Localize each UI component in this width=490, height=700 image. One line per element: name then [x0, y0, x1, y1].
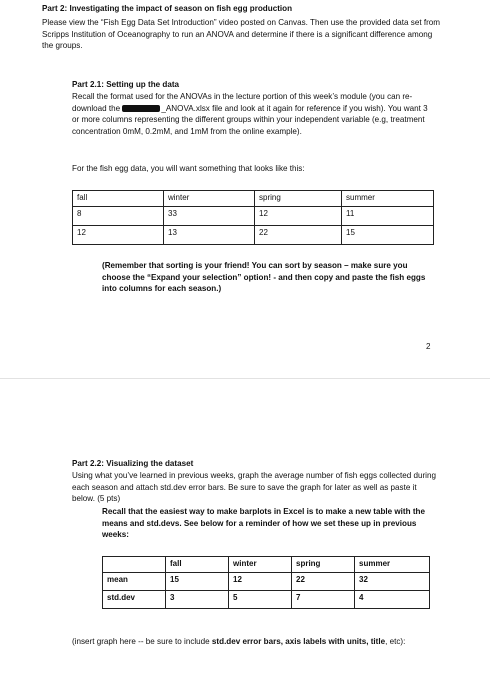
insert-graph-instruction [72, 636, 437, 648]
table-header-cell [103, 557, 166, 573]
summary-stats-table [102, 556, 430, 609]
insert-bold: std.dev error bars, axis labels with units, title [211, 637, 386, 646]
table-cell: 22 [292, 573, 355, 591]
season-data-table [72, 190, 434, 245]
table-cell: 12 [255, 207, 342, 226]
part21-lead: For the fish egg data, you will want something that looks like this: [72, 164, 305, 173]
table-header-cell: fall [166, 557, 229, 573]
table-row [103, 573, 430, 591]
table-cell: 4 [355, 591, 430, 609]
part21-note: (Remember that sorting is your friend! You can sort by season – make sure you choose the “Expand your selection” option! - and then copy and paste the fish eggs into columns for each season.) [102, 261, 426, 293]
table-header-row [103, 557, 430, 573]
page-number: 2 [426, 342, 431, 351]
table-cell: 3 [166, 591, 229, 609]
table-header-cell: winter [229, 557, 292, 573]
table-cell: 7 [292, 591, 355, 609]
part21-text [72, 91, 432, 137]
table-cell: 8 [73, 207, 164, 226]
table-header-cell: summer [342, 191, 434, 207]
table-header-cell: winter [164, 191, 255, 207]
table-header-cell: spring [255, 191, 342, 207]
redacted-name-block [122, 105, 160, 112]
table-cell: 22 [255, 226, 342, 245]
page-divider [0, 378, 490, 379]
insert-suffix: , etc): [385, 637, 406, 646]
table-cell: 11 [342, 207, 434, 226]
part2-title: Part 2: Investigating the impact of season on fish egg production [42, 4, 293, 13]
part22-text: Using what you’ve learned in previous weeks, graph the average number of fish eggs collected during each season and attach std.dev error bars. Be sure to save the graph for later as well as paste it below. (5 pts) [72, 471, 436, 503]
insert-prefix: (insert graph here -- be sure to include [72, 637, 212, 646]
table-row-label: mean [103, 573, 166, 591]
table-cell: 12 [73, 226, 164, 245]
table-cell: 13 [164, 226, 255, 245]
table-row [73, 226, 434, 245]
part22-recall: Recall that the easiest way to make barplots in Excel is to make a new table with the means and std.devs. See below for a reminder of how we set these up in previous weeks: [102, 507, 425, 539]
table-cell: 33 [164, 207, 255, 226]
table-row [103, 591, 430, 609]
table-cell: 15 [166, 573, 229, 591]
table-row [73, 207, 434, 226]
table-cell: 15 [342, 226, 434, 245]
part21-text-after: _ANOVA.xlsx file and look at it again for reference if you wish). You want 3 or more columns representing the different groups within your independent variable (e.g, treatment concentration 0mM, 0.2mM, and 1mM from the online example). [72, 103, 428, 136]
table-header-cell: spring [292, 557, 355, 573]
table-row-label: std.dev [103, 591, 166, 609]
table-cell: 32 [355, 573, 430, 591]
table-cell: 5 [229, 591, 292, 609]
table-header-cell: fall [73, 191, 164, 207]
table-header-row [73, 191, 434, 207]
part2-intro: Please view the “Fish Egg Data Set Introduction” video posted on Canvas. Then use the provided data set from Scripps Institution of Oceanography to run an ANOVA and determine if there is a significant difference among the groups. [42, 18, 441, 50]
part21-heading: Part 2.1: Setting up the data [72, 80, 180, 89]
table-header-cell: summer [355, 557, 430, 573]
part22-heading: Part 2.2: Visualizing the dataset [72, 459, 194, 468]
table-cell: 12 [229, 573, 292, 591]
part21-text-before: Recall the format used for the ANOVAs in the lecture portion of this week’s module (you can re-download the [72, 92, 413, 113]
